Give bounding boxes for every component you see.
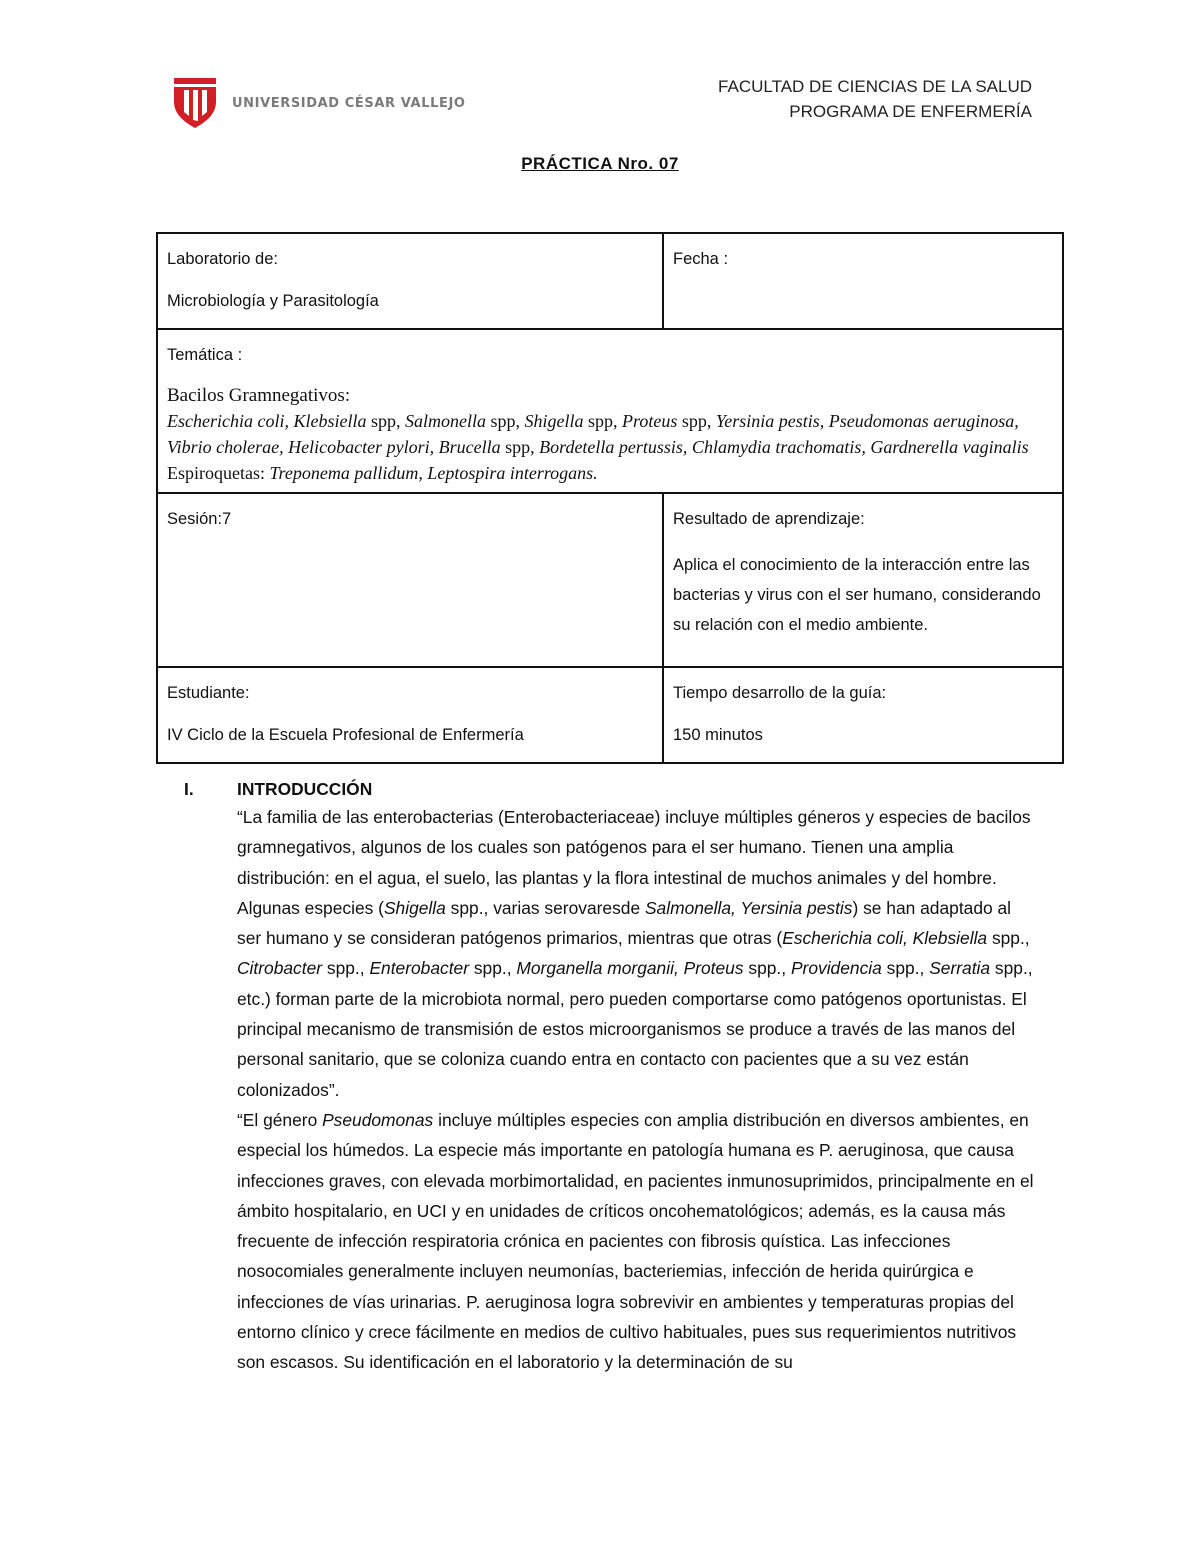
- para-italic: Citrobacter: [237, 958, 323, 979]
- species-text: Treponema pallidum, Leptospira interrogans.: [269, 463, 598, 483]
- intro-paragraph-1: [237, 802, 1040, 1105]
- species-text: spp,: [677, 411, 716, 431]
- faculty-line: FACULTAD DE CIENCIAS DE LA SALUD: [718, 77, 1032, 96]
- resultado-value: Aplica el conocimiento de la interacción entre las bacterias y virus con el ser humano, considerando su relación con el medio ambiente.: [673, 556, 1041, 634]
- intro-paragraph-2: [237, 1105, 1040, 1378]
- tematica-heading: Bacilos Gramnegativos:: [167, 385, 351, 406]
- page-title: PRÁCTICA Nro. 07: [521, 154, 679, 173]
- info-table: [156, 232, 1064, 764]
- estudiante-value: IV Ciclo de la Escuela Profesional de Enfermería: [167, 726, 524, 744]
- lab-label: Laboratorio de:: [167, 250, 278, 268]
- university-logo: [172, 76, 466, 130]
- para-italic: Providencia: [790, 958, 882, 979]
- para-text: incluye múltiples especies con amplia distribución en diversos ambientes, en especial los húmedos. La especie más importante en patología humana es P. aeruginosa, que causa infecciones graves, con elevada morbimortalidad, en pacientes inmunosuprimidos, principalmente en el ámbito hospitalario, en UCI y en unidades de críticos oncohematológicos; además, es la causa más frecuente de infección respiratoria crónica en pacientes con fibrosis quística. Las infecciones nosocomiales generalmente incluyen neumonías, bacteriemias, infección de herida quirúrgica e infecciones de vías urinarias. P. aeruginosa logra sobrevivir en ambientes y temperaturas propias del entorno clínico y crece fácilmente en medios de cultivo habituales, pues sus requerimientos nutritivos son escasos. Su identificación en el laboratorio y la determinación de su: [237, 1109, 1034, 1373]
- para-italic: Pseudomonas: [322, 1109, 434, 1130]
- section-title: INTRODUCCIÓN: [237, 779, 373, 799]
- para-text: “La familia de las enterobacterias (Enterobacteriaceae) incluye múltiples géneros y especies de bacilos gramnegativos, algunos de los cuales son patógenos para el ser humano. Tienen una amplia distribución: en el agua, el suelo, las plantas y la flora intestinal de muchos animales y del hombre. Algunas especies (: [237, 807, 1031, 918]
- sesion-cell: [157, 493, 663, 667]
- para-text: spp., varias serovaresde: [445, 897, 645, 918]
- para-italic: Escherichia coli, Klebsiella: [782, 928, 988, 949]
- para-text: spp.,: [987, 928, 1030, 949]
- para-italic: Salmonella, Yersinia pestis: [644, 897, 853, 918]
- species-text: Shigella: [524, 411, 584, 431]
- tematica-species: [167, 408, 1053, 486]
- section-heading: [184, 776, 1044, 802]
- para-text: ) se han adaptado al ser humano y se consideran patógenos primarios, mientras que otras (: [237, 897, 1012, 949]
- fecha-label: Fecha :: [673, 250, 729, 268]
- section-number: I.: [184, 779, 194, 799]
- para-text: spp.,: [469, 958, 517, 979]
- tiempo-value: 150 minutos: [673, 726, 763, 744]
- species-text: spp,: [500, 437, 540, 457]
- species-text: spp,: [583, 411, 623, 431]
- para-italic: Morganella morganii, Proteus: [516, 958, 744, 979]
- lab-cell: [157, 233, 663, 329]
- para-text: “El género: [237, 1109, 323, 1130]
- lab-value: Microbiología y Parasitología: [167, 292, 379, 310]
- tematica-label: Temática :: [167, 346, 243, 364]
- fecha-cell: [663, 233, 1063, 329]
- tematica-cell: [157, 329, 1063, 493]
- resultado-label: Resultado de aprendizaje:: [673, 510, 865, 528]
- species-text: spp,: [485, 411, 525, 431]
- species-text: Bordetella pertussis, Chlamydia trachomatis, Gardnerella vaginalis: [539, 437, 1029, 457]
- para-italic: Serratia: [929, 958, 991, 979]
- para-text: spp.,: [881, 958, 930, 979]
- para-text: spp., etc.) forman parte de la microbiota normal, pero pueden comportarse como patógenos oportunistas. El principal mecanismo de transmisión de estos microorganismos se produce a través de las manos del personal sanitario, que se coloniza cuando entra en contacto con pacientes que a su vez están colonizados”.: [237, 958, 1033, 1100]
- species-text: Yersinia pestis, Pseudomonas aeruginosa, Vibrio cholerae, Helicobacter pylori, Brucella: [167, 411, 1019, 457]
- para-text: spp.,: [743, 958, 791, 979]
- species-text: Salmonella: [404, 411, 486, 431]
- program-line: PROGRAMA DE ENFERMERÍA: [789, 102, 1032, 121]
- species-text: Espiroquetas:: [167, 463, 270, 483]
- estudiante-label: Estudiante:: [167, 684, 250, 702]
- faculty-header: [718, 74, 1032, 124]
- species-text: Proteus: [622, 411, 678, 431]
- university-name: UNIVERSIDAD CÉSAR VALLEJO: [232, 95, 466, 111]
- tiempo-cell: [663, 667, 1063, 763]
- species-text: Escherichia coli, Klebsiella: [167, 411, 367, 431]
- sesion-label: Sesión:7: [167, 510, 232, 528]
- para-italic: Shigella: [383, 897, 446, 918]
- para-text: spp.,: [322, 958, 370, 979]
- para-italic: Enterobacter: [369, 958, 470, 979]
- resultado-cell: [663, 493, 1063, 667]
- species-text: spp,: [366, 411, 405, 431]
- introduction-section: [184, 776, 1044, 1378]
- tiempo-label: Tiempo desarrollo de la guía:: [673, 684, 887, 702]
- estudiante-cell: [157, 667, 663, 763]
- university-crest-icon: [172, 76, 218, 130]
